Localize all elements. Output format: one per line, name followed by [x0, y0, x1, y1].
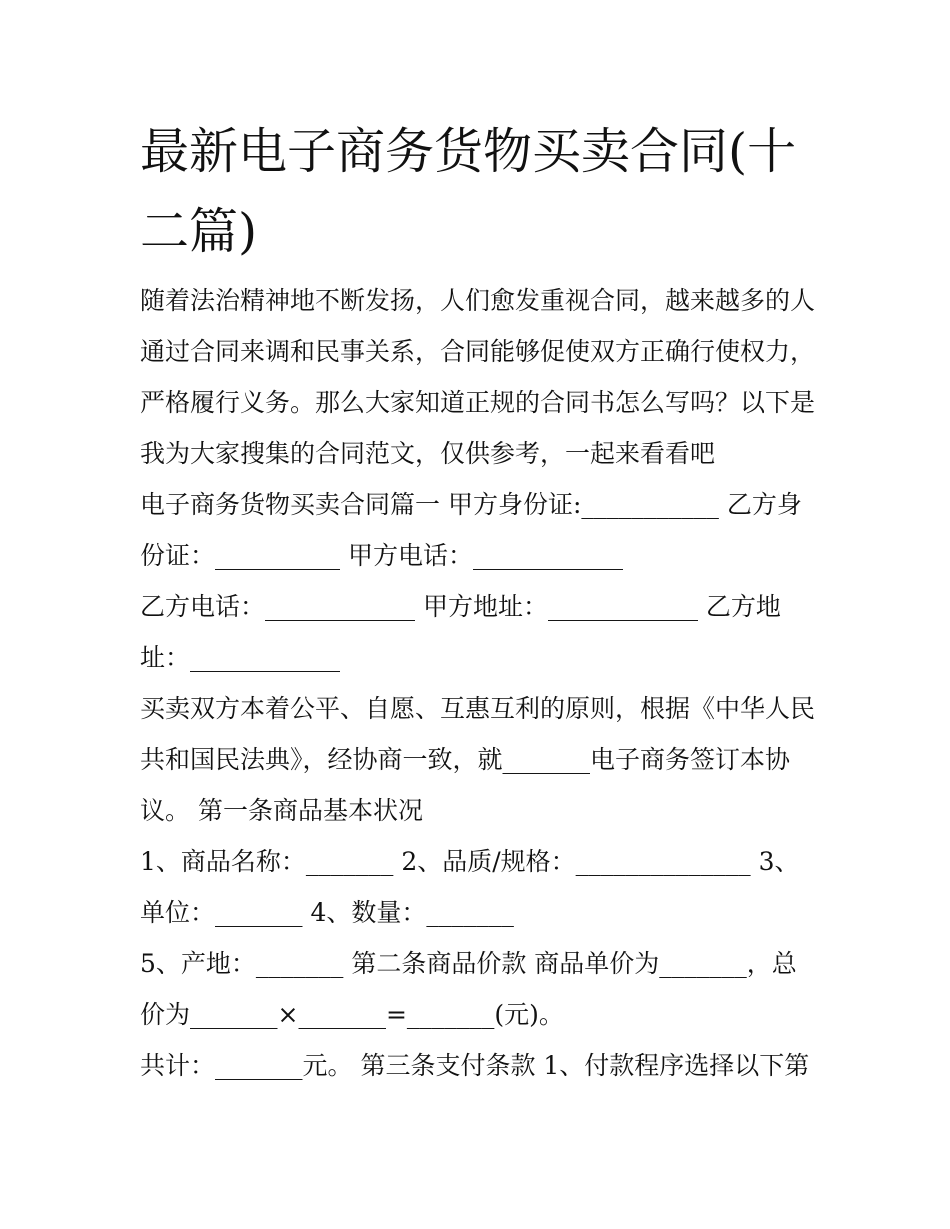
goods-price-paragraph: 5、产地：_______ 第二条商品价款 商品单价为_______，总价为_______×_______=_______(元)。: [140, 949, 797, 1029]
document-body: [140, 275, 820, 1091]
intro-paragraph: 随着法治精神地不断发扬，人们愈发重视合同，越来越多的人通过合同来调和民事关系，合同能够促使双方正确行使权力，严格履行义务。那么大家知道正规的合同书怎么写吗？以下是我为大家搜集的合同范文，仅供参考，一起来看看吧: [140, 286, 816, 468]
goods-details-paragraph: 1、商品名称：_______ 2、品质/规格：______________ 3、单位：_______ 4、数量：_______: [140, 847, 800, 927]
contract-parties-contact-paragraph: 乙方电话：____________ 甲方地址：____________ 乙方地址：____________: [140, 592, 781, 672]
document-title: 最新电子商务货物买卖合同(十二篇): [140, 123, 797, 260]
contract-principle-paragraph: 买卖双方本着公平、自愿、互惠互利的原则，根据《中华人民共和国民法典》，经协商一致，就_______电子商务签订本协议。 第一条商品基本状况: [140, 694, 816, 825]
contract-parties-id-paragraph: 电子商务货物买卖合同篇一 甲方身份证:___________ 乙方身份证：__________ 甲方电话：____________: [140, 490, 802, 570]
payment-terms-paragraph: 共计：_______元。 第三条支付条款 1、付款程序选择以下第: [140, 1051, 810, 1080]
